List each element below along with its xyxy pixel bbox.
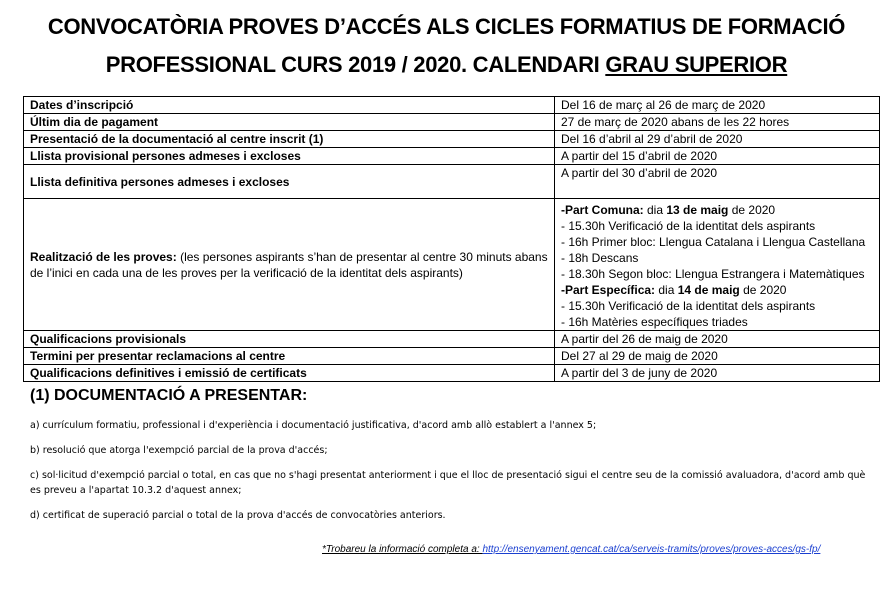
especifica-mid: dia: [655, 283, 678, 297]
row-value: A partir del 15 d’abril de 2020: [555, 148, 880, 165]
schedule-item: - 18h Descans: [561, 251, 639, 265]
document-body: [0, 96, 893, 561]
exams-schedule: [555, 199, 880, 331]
row-value: A partir del 26 de maig de 2020: [555, 331, 880, 348]
documentation-heading: (1) DOCUMENTACIÓ A PRESENTAR:: [30, 387, 308, 404]
schedule-item: - 18.30h Segon bloc: Llengua Estrangera i Matemàtiques: [561, 267, 865, 281]
comuna-tail: de 2020: [728, 203, 776, 217]
schedule-item: - 15.30h Verificació de la identitat dels aspirants: [561, 299, 816, 313]
schedule-item: - 16h Matèries específiques triades: [561, 315, 748, 329]
row-value: Del 16 d’abril al 29 d’abril de 2020: [555, 131, 880, 148]
row-label: Últim dia de pagament: [24, 114, 555, 131]
row-label: Qualificacions definitives i emissió de certificats: [24, 365, 555, 382]
table-row-exams: [24, 199, 880, 331]
row-label: Presentació de la documentació al centre inscrit (1): [24, 131, 555, 148]
row-label: Llista definitiva persones admeses i excloses: [24, 165, 555, 199]
doc-item: a) currículum formatiu, professional i d'experiència i documentació justificativa, d'acord amb allò establert a l'annex 5;: [30, 420, 597, 431]
footer-link[interactable]: http://ensenyament.gencat.cat/ca/serveis-tramits/proves/proves-acces/gs-fp/: [482, 544, 821, 555]
row-value: A partir del 30 d’abril de 2020: [555, 165, 880, 199]
row-value: 27 de març de 2020 abans de les 22 hores: [555, 114, 880, 131]
title-line-1: CONVOCATÒRIA PROVES D’ACCÉS ALS CICLES FORMATIUS DE FORMACIÓ: [47, 14, 846, 39]
table-row: [24, 365, 880, 382]
comuna-heading: [561, 202, 873, 218]
doc-item: c) sol·licitud d'exempció parcial o total, en cas que no s'hagi presentat anteriorment i que el lloc de presentació sigui el centre seu de la comissió avaluadora, d'acord amb què es preveu a l'apartat 10.3.2 d'aquest annex;: [30, 470, 866, 496]
table-row: [24, 97, 880, 114]
table-row: [24, 131, 880, 148]
row-value: Del 27 al 29 de maig de 2020: [555, 348, 880, 365]
row-value: A partir del 3 de juny de 2020: [555, 365, 880, 382]
exams-label-cell: [24, 199, 555, 331]
table-row: [24, 148, 880, 165]
especifica-tail: de 2020: [739, 283, 787, 297]
row-label: Qualificacions provisionals: [24, 331, 555, 348]
comuna-date: 13 de maig: [666, 203, 729, 217]
especifica-label: -Part Específica:: [561, 283, 656, 297]
especifica-heading: [561, 282, 873, 298]
exams-label: Realització de les proves:: [30, 249, 177, 264]
comuna-label: -Part Comuna:: [561, 203, 644, 217]
row-label: Llista provisional persones admeses i excloses: [24, 148, 555, 165]
footer-text: *Trobareu la informació completa a:: [322, 544, 483, 555]
row-value: Del 16 de març al 26 de març de 2020: [555, 97, 880, 114]
table-row: [24, 165, 880, 199]
schedule-item: - 16h Primer bloc: Llengua Catalana i Llengua Castellana: [561, 235, 866, 249]
schedule-item: - 15.30h Verificació de la identitat dels aspirants: [561, 219, 816, 233]
row-label: Dates d’inscripció: [24, 97, 555, 114]
table-row: [24, 331, 880, 348]
especifica-date: 14 de maig: [677, 283, 740, 297]
table-row: [24, 348, 880, 365]
table-row: [24, 114, 880, 131]
footer-note: [322, 543, 893, 557]
doc-item: b) resolució que atorga l'exempció parcial de la prova d'accés;: [30, 445, 328, 456]
title-text: PROFESSIONAL CURS 2019 / 2020. CALENDARI: [105, 52, 606, 77]
row-label: Termini per presentar reclamacions al centre: [24, 348, 555, 365]
title-line-2: [0, 52, 893, 78]
calendar-table: [23, 96, 880, 382]
comuna-mid: dia: [643, 203, 667, 217]
exams-note: (les persones aspirants s’han de presentar al centre 30 minuts abans de l’inici en cada una de les proves per la verificació de la identitat dels aspirants): [30, 249, 548, 280]
title-grau-superior: GRAU SUPERIOR: [605, 52, 788, 77]
doc-item: d) certificat de superació parcial o total de la prova d'accés de convocatòries anteriors.: [30, 510, 446, 521]
